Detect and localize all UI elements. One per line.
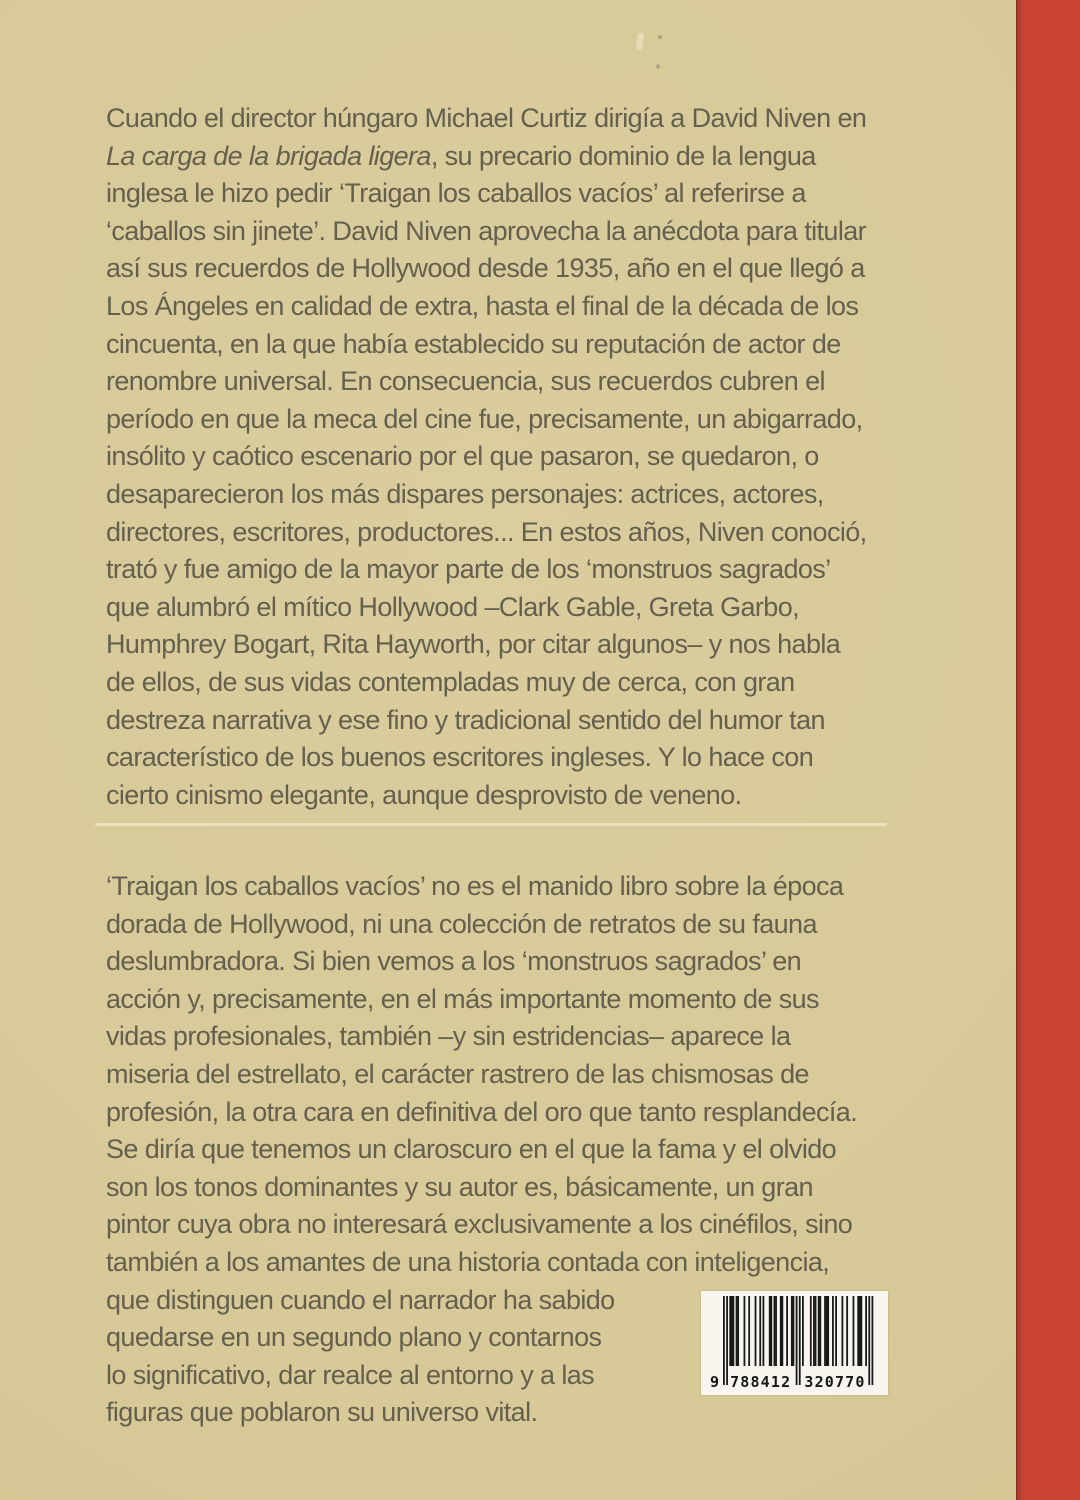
text-line: acción y, precisamente, en el más importante momento de sus: [106, 983, 819, 1014]
text-line: ‘caballos sin jinete’. David Niven aprovecha la anécdota para titular: [106, 215, 867, 246]
synopsis-paragraph-1: [106, 100, 1036, 814]
svg-text:788412: 788412: [730, 1373, 791, 1390]
text-line: pintor cuya obra no interesará exclusivamente a los cinéfilos, sino: [106, 1209, 853, 1240]
book-title-italic: La carga de la brigada ligera: [106, 140, 431, 171]
text-line: Los Ángeles en calidad de extra, hasta el final de la década de los: [106, 290, 859, 321]
text-line: ‘Traigan los caballos vacíos’ no es el manido libro sobre la época: [106, 871, 844, 901]
text-segment: , su precario dominio de la lengua: [430, 140, 816, 171]
text-line: quedarse en un segundo plano y contarnos: [106, 1322, 602, 1353]
barcode: [701, 1291, 888, 1395]
text-line: figuras que poblaron su universo vital.: [106, 1397, 538, 1428]
text-line: que distinguen cuando el narrador ha sabido: [106, 1284, 615, 1315]
paper-speck: [658, 35, 662, 39]
text-line: desaparecieron los más dispares personajes: actrices, actores,: [106, 478, 824, 509]
text-line: vidas profesionales, también –y sin estridencias– aparece la: [106, 1021, 791, 1052]
text-line: miseria del estrellato, el carácter rastrero de las chismosas de: [106, 1058, 809, 1089]
text-line: lo significativo, dar realce al entorno y a las: [106, 1359, 595, 1390]
svg-text:320770: 320770: [804, 1373, 865, 1390]
text-line: Humphrey Bogart, Rita Hayworth, por citar algunos– y nos habla: [106, 629, 841, 660]
text-line: que alumbró el mítico Hollywood –Clark Gable, Greta Garbo,: [106, 591, 800, 622]
divider-rule: [95, 823, 887, 826]
paper-speck: [636, 33, 644, 51]
text-line: característico de los buenos escritores ingleses. Y lo hace con: [106, 742, 814, 773]
text-line: cincuenta, en la que había establecido su reputación de actor de: [106, 328, 841, 359]
text-line: destreza narrativa y ese fino y tradicional sentido del humor tan: [106, 704, 825, 735]
text-line: período en que la meca del cine fue, precisamente, un abigarrado,: [106, 403, 863, 434]
text-line: directores, escritores, productores... En estos años, Niven conoció,: [106, 516, 867, 547]
svg-text:9: 9: [710, 1373, 720, 1390]
text-line: renombre universal. En consecuencia, sus recuerdos cubren el: [106, 366, 825, 397]
text-line: deslumbradora. Si bien vemos a los ‘monstruos sagrados’ en: [106, 946, 802, 977]
text-line: así sus recuerdos de Hollywood desde 1935, año en el que llegó a: [106, 253, 865, 284]
text-line: son los tonos dominantes y su autor es, básicamente, un gran: [106, 1171, 813, 1202]
barcode-bars: [709, 1296, 881, 1390]
synopsis-paragraph-2: [106, 868, 1036, 1432]
text-line: trató y fue amigo de la mayor parte de los ‘monstruos sagrados’: [106, 554, 831, 585]
text-line: Se diría que tenemos un claroscuro en el que la fama y el olvido: [106, 1134, 837, 1165]
text-line: [106, 138, 1036, 176]
text-line: dorada de Hollywood, ni una colección de retratos de su fauna: [106, 908, 817, 939]
text-line: insólito y caótico escenario por el que pasaron, se quedaron, o: [106, 441, 819, 472]
text-line: cierto cinismo elegante, aunque desprovisto de veneno.: [106, 779, 742, 810]
text-line: de ellos, de sus vidas contempladas muy de cerca, con gran: [106, 666, 795, 697]
text-line: profesión, la otra cara en definitiva del oro que tanto resplandecía.: [106, 1096, 858, 1127]
paper-speck: [656, 64, 660, 69]
text-line: inglesa le hizo pedir ‘Traigan los caballos vacíos’ al referirse a: [106, 178, 806, 209]
text-line: Cuando el director húngaro Michael Curtiz dirigía a David Niven en: [106, 103, 867, 133]
text-line: también a los amantes de una historia contada con inteligencia,: [106, 1246, 830, 1277]
